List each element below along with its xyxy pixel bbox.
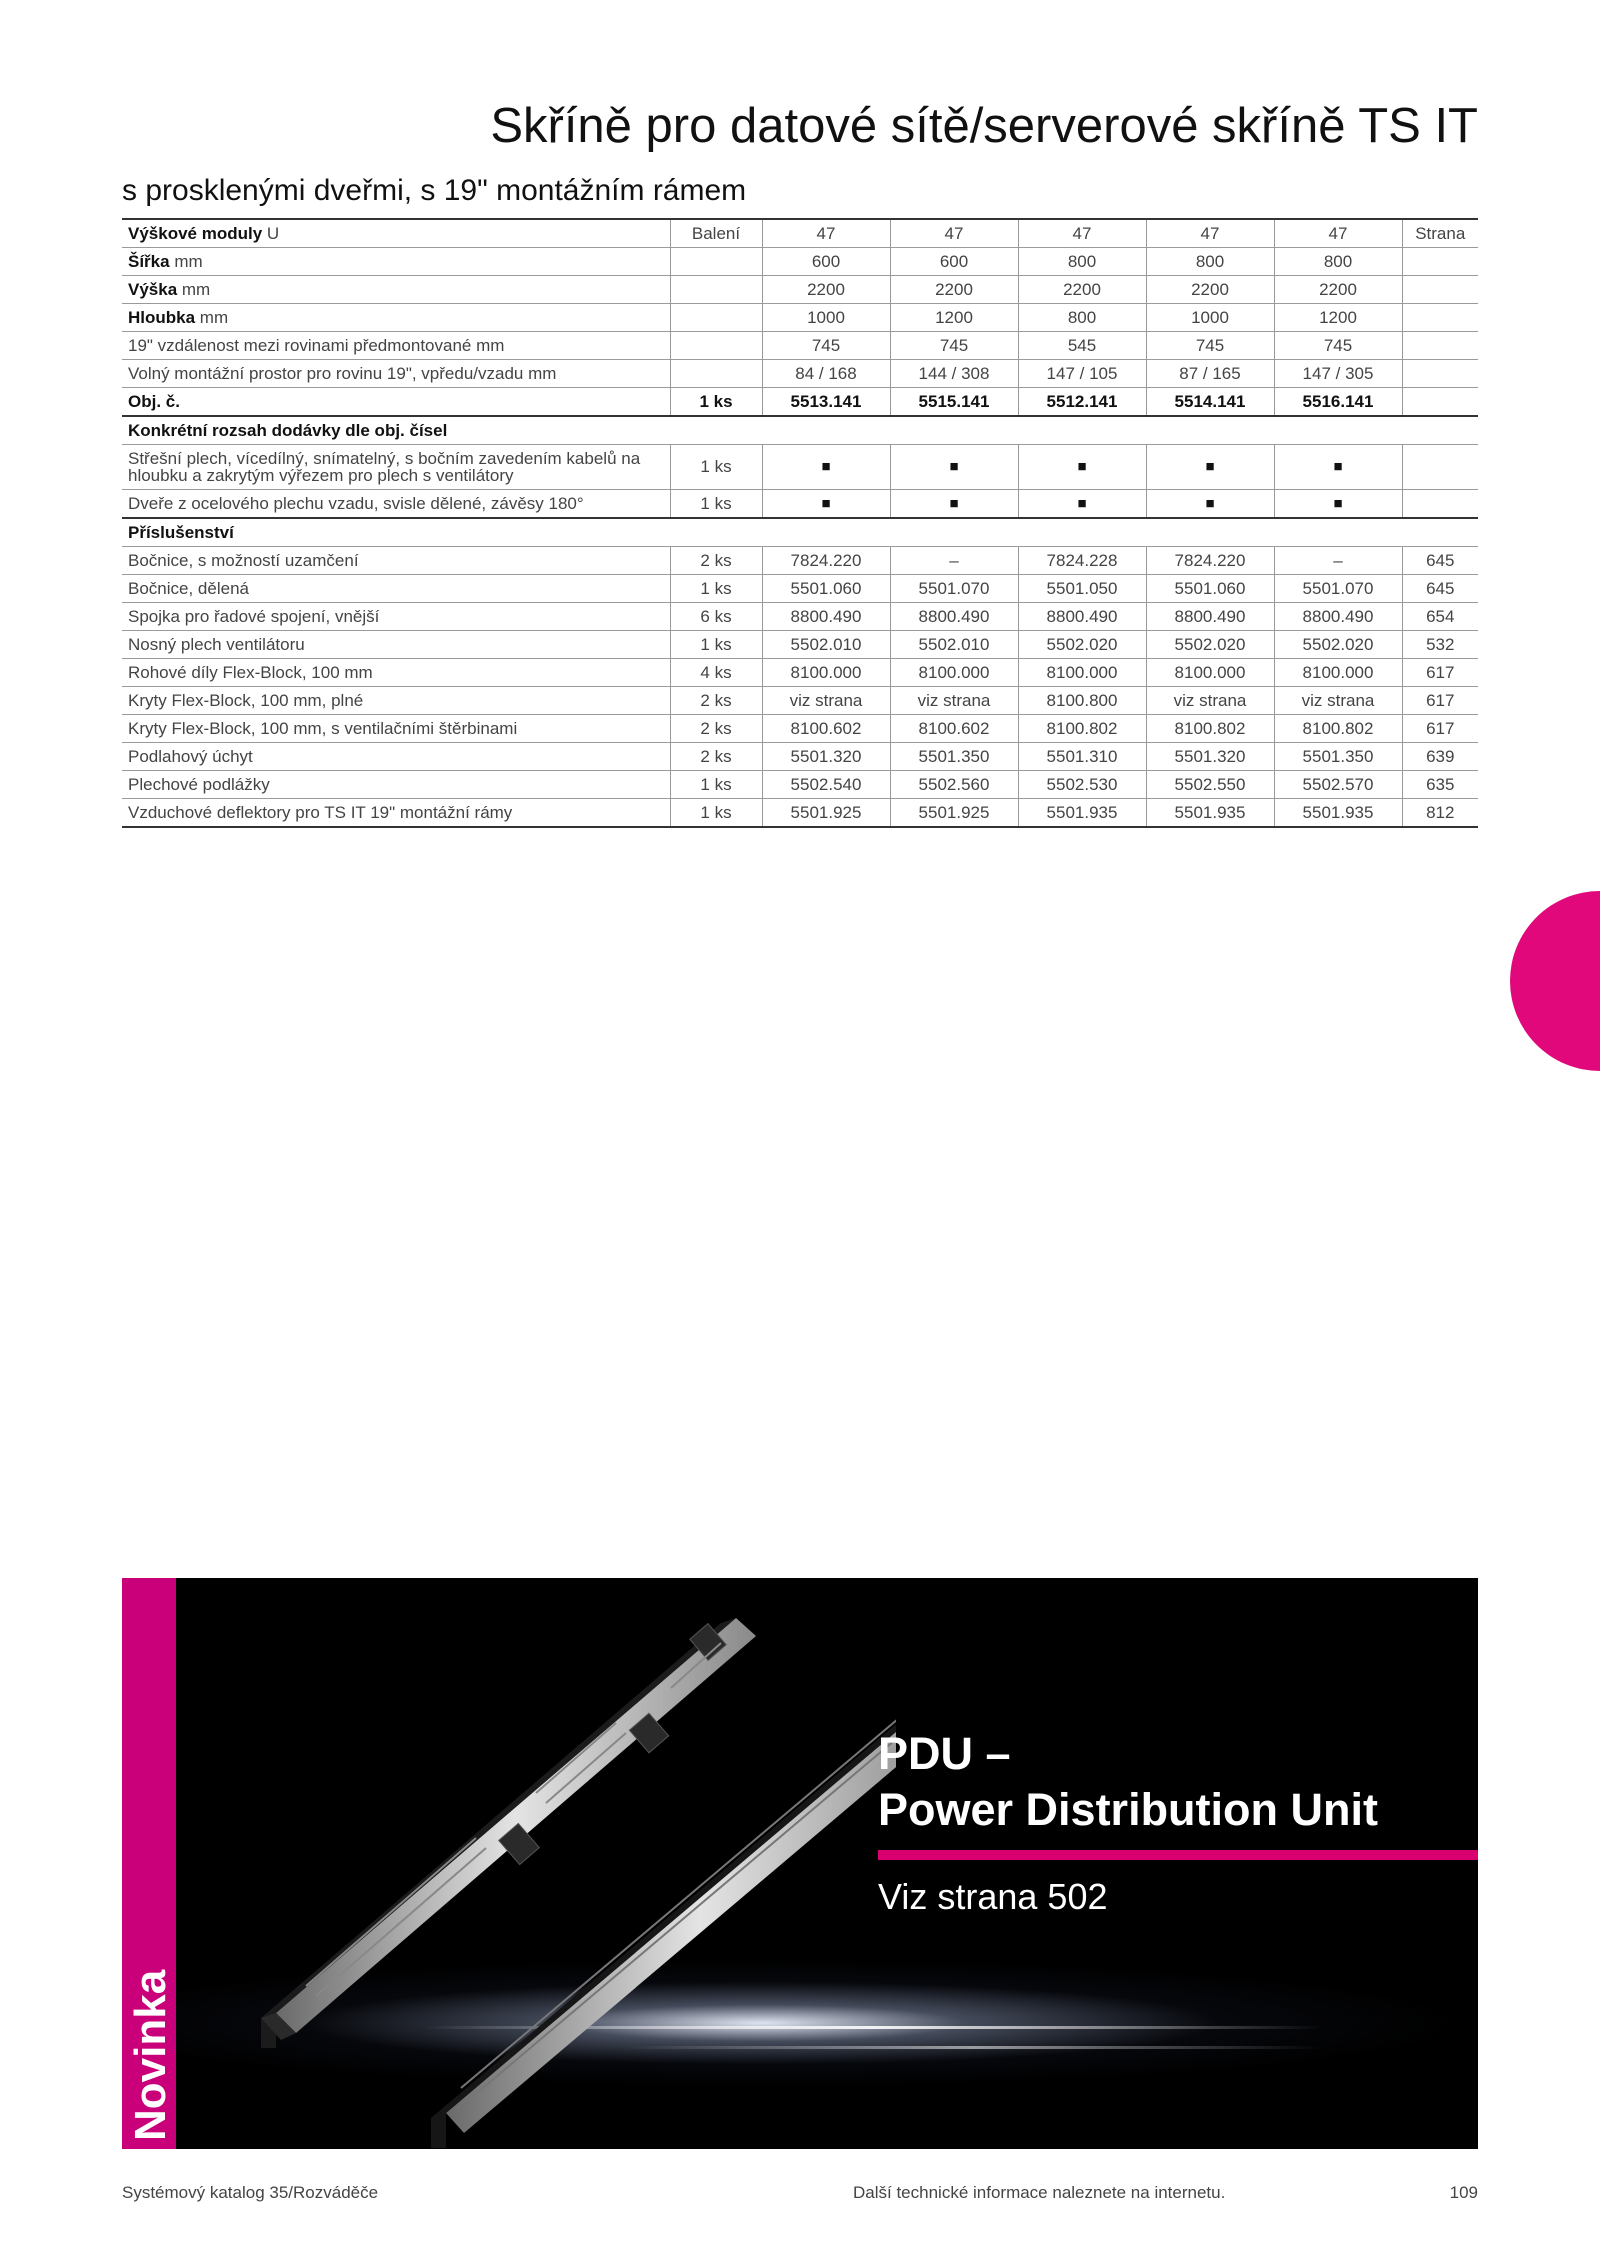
section-scope <box>122 416 1478 445</box>
page-cell <box>1402 490 1478 519</box>
value-cell: ■ <box>890 445 1018 490</box>
spec-table <box>122 218 1478 828</box>
table-row <box>122 575 1478 603</box>
value-cell: 5501.935 <box>1146 799 1274 828</box>
chapter-tab-marker <box>1510 891 1600 1071</box>
value-cell: 1200 <box>1274 304 1402 332</box>
value-cell: 8100.000 <box>1146 659 1274 687</box>
value-cell: 5502.570 <box>1274 771 1402 799</box>
value-cell: 47 <box>1018 219 1146 248</box>
table-row <box>122 547 1478 575</box>
value-cell: 5502.560 <box>890 771 1018 799</box>
value-cell: ■ <box>762 490 890 519</box>
table-row <box>122 799 1478 828</box>
value-cell: 5501.320 <box>1146 743 1274 771</box>
value-cell: 5502.010 <box>762 631 890 659</box>
value-cell: 5501.310 <box>1018 743 1146 771</box>
value-cell: 8100.602 <box>890 715 1018 743</box>
value-cell: ■ <box>1274 490 1402 519</box>
pdu-title-line1: PDU – <box>878 1728 1011 1779</box>
novinka-badge <box>122 1578 176 2149</box>
value-cell: ■ <box>1274 445 1402 490</box>
table-row <box>122 276 1478 304</box>
value-cell: 5501.060 <box>1146 575 1274 603</box>
pdu-product-image <box>176 1578 896 2149</box>
value-cell: 8800.490 <box>1146 603 1274 631</box>
table-row <box>122 743 1478 771</box>
row-label-unit: mm <box>177 279 211 299</box>
table-row <box>122 219 1478 248</box>
value-cell: 5515.141 <box>890 388 1018 417</box>
table-row <box>122 332 1478 360</box>
pack-cell: 1 ks <box>670 799 762 828</box>
pack-cell <box>670 360 762 388</box>
page-cell <box>1402 360 1478 388</box>
novinka-label: Novinka <box>126 1969 175 2141</box>
pack-cell: 1 ks <box>670 575 762 603</box>
value-cell: 47 <box>890 219 1018 248</box>
table-row <box>122 659 1478 687</box>
page-cell: Strana <box>1402 219 1478 248</box>
value-cell: 8100.000 <box>1274 659 1402 687</box>
value-cell: 5501.070 <box>1274 575 1402 603</box>
page-cell: 639 <box>1402 743 1478 771</box>
value-cell: 1000 <box>1146 304 1274 332</box>
pdu-bar-front <box>431 1675 896 2148</box>
pack-cell <box>670 304 762 332</box>
row-label-main: Výška <box>128 279 178 299</box>
value-cell: ■ <box>1018 490 1146 519</box>
table-row <box>122 304 1478 332</box>
value-cell: 600 <box>762 248 890 276</box>
section-heading: Příslušenství <box>122 518 1478 547</box>
value-cell: 1200 <box>890 304 1018 332</box>
row-label-main: Hloubka <box>128 307 196 327</box>
value-cell: ■ <box>1146 490 1274 519</box>
value-cell: 5501.935 <box>1274 799 1402 828</box>
value-cell: ■ <box>1146 445 1274 490</box>
row-label: Kryty Flex-Block, 100 mm, s ventilačními štěrbinami <box>122 715 670 743</box>
value-cell: 545 <box>1018 332 1146 360</box>
row-label: Střešní plech, vícedílný, snímatelný, s bočním zavedením kabelů na hloubku a zakrytým výřezem pro plech s ventilátory <box>122 445 670 490</box>
value-cell: viz strana <box>1274 687 1402 715</box>
row-label: Kryty Flex-Block, 100 mm, plné <box>122 687 670 715</box>
value-cell: ■ <box>890 490 1018 519</box>
value-cell: 84 / 168 <box>762 360 890 388</box>
page-cell <box>1402 276 1478 304</box>
value-cell: 800 <box>1274 248 1402 276</box>
pack-cell: Balení <box>670 219 762 248</box>
row-label-unit: mm <box>195 307 229 327</box>
value-cell: 7824.220 <box>1146 547 1274 575</box>
value-cell: 8100.602 <box>762 715 890 743</box>
pack-cell: 1 ks <box>670 445 762 490</box>
value-cell: 5501.320 <box>762 743 890 771</box>
row-label: Spojka pro řadové spojení, vnější <box>122 603 670 631</box>
value-cell: 147 / 105 <box>1018 360 1146 388</box>
table-row <box>122 687 1478 715</box>
page-subtitle: s prosklenými dveřmi, s 19" montážním rámem <box>122 174 747 207</box>
value-cell: 5502.530 <box>1018 771 1146 799</box>
row-label-unit: mm <box>169 251 203 271</box>
pack-cell <box>670 248 762 276</box>
value-cell: 47 <box>1274 219 1402 248</box>
pdu-title <box>878 1726 1378 1838</box>
value-cell: viz strana <box>762 687 890 715</box>
value-cell: 5502.020 <box>1018 631 1146 659</box>
page-cell: 812 <box>1402 799 1478 828</box>
value-cell: 8100.000 <box>1018 659 1146 687</box>
value-cell: 8100.802 <box>1018 715 1146 743</box>
value-cell: 5501.935 <box>1018 799 1146 828</box>
value-cell: 745 <box>762 332 890 360</box>
pack-cell <box>670 332 762 360</box>
page-cell: 617 <box>1402 659 1478 687</box>
value-cell: 2200 <box>1274 276 1402 304</box>
pack-cell: 2 ks <box>670 743 762 771</box>
table-row <box>122 715 1478 743</box>
value-cell: ■ <box>762 445 890 490</box>
value-cell: ■ <box>1018 445 1146 490</box>
page-cell <box>1402 304 1478 332</box>
footer-note: Další technické informace naleznete na internetu. <box>853 2183 1226 2202</box>
row-label <box>122 219 670 248</box>
pack-cell: 1 ks <box>670 490 762 519</box>
value-cell: 5501.925 <box>762 799 890 828</box>
pack-cell: 2 ks <box>670 687 762 715</box>
value-cell: 800 <box>1018 304 1146 332</box>
value-cell: 800 <box>1146 248 1274 276</box>
table-row <box>122 631 1478 659</box>
row-label <box>122 248 670 276</box>
row-label-unit: U <box>262 223 280 243</box>
value-cell: 600 <box>890 248 1018 276</box>
row-label: Bočnice, s možností uzamčení <box>122 547 670 575</box>
pack-cell: 2 ks <box>670 715 762 743</box>
value-cell: 8100.000 <box>890 659 1018 687</box>
row-label-main: Šířka <box>128 251 170 271</box>
value-cell: 5502.550 <box>1146 771 1274 799</box>
value-cell: 5502.540 <box>762 771 890 799</box>
value-cell: 2200 <box>890 276 1018 304</box>
table-row <box>122 603 1478 631</box>
section-accessories <box>122 518 1478 547</box>
section-heading: Konkrétní rozsah dodávky dle obj. čísel <box>122 416 1478 445</box>
page-number: 109 <box>1449 2183 1478 2202</box>
value-cell: – <box>890 547 1018 575</box>
value-cell: 7824.220 <box>762 547 890 575</box>
pdu-bar-rear <box>261 1618 756 2048</box>
value-cell: 5501.060 <box>762 575 890 603</box>
pack-cell: 1 ks <box>670 771 762 799</box>
page-title: Skříně pro datové sítě/serverové skříně TS IT <box>490 99 1478 153</box>
value-cell: 8800.490 <box>1274 603 1402 631</box>
value-cell: 2200 <box>762 276 890 304</box>
value-cell: 8100.802 <box>1274 715 1402 743</box>
value-cell: 5501.350 <box>890 743 1018 771</box>
page-cell: 617 <box>1402 687 1478 715</box>
row-label: Obj. č. <box>122 388 670 417</box>
value-cell: 5502.020 <box>1146 631 1274 659</box>
page-cell: 617 <box>1402 715 1478 743</box>
value-cell: 745 <box>1274 332 1402 360</box>
page-cell: 645 <box>1402 547 1478 575</box>
row-label: Dveře z ocelového plechu vzadu, svisle dělené, závěsy 180° <box>122 490 670 519</box>
page-cell: 635 <box>1402 771 1478 799</box>
pack-cell: 1 ks <box>670 631 762 659</box>
row-label: Plechové podlážky <box>122 771 670 799</box>
value-cell: 5501.925 <box>890 799 1018 828</box>
row-label: Bočnice, dělená <box>122 575 670 603</box>
page-cell: 532 <box>1402 631 1478 659</box>
row-label: Volný montážní prostor pro rovinu 19", vpředu/vzadu mm <box>122 360 670 388</box>
value-cell: 8800.490 <box>1018 603 1146 631</box>
value-cell: 5516.141 <box>1274 388 1402 417</box>
value-cell: 47 <box>1146 219 1274 248</box>
footer-catalog: Systémový katalog 35/Rozváděče <box>122 2183 379 2202</box>
value-cell: 745 <box>890 332 1018 360</box>
row-label: 19" vzdálenost mezi rovinami předmontované mm <box>122 332 670 360</box>
value-cell: 5501.350 <box>1274 743 1402 771</box>
row-label: Rohové díly Flex-Block, 100 mm <box>122 659 670 687</box>
value-cell: 8100.800 <box>1018 687 1146 715</box>
value-cell: 5501.070 <box>890 575 1018 603</box>
row-label-main: Výškové moduly <box>128 223 263 243</box>
table-row <box>122 771 1478 799</box>
value-cell: 5514.141 <box>1146 388 1274 417</box>
value-cell: 8100.802 <box>1146 715 1274 743</box>
table-row <box>122 490 1478 519</box>
pack-cell <box>670 276 762 304</box>
value-cell: 745 <box>1146 332 1274 360</box>
value-cell: viz strana <box>1146 687 1274 715</box>
value-cell: 5512.141 <box>1018 388 1146 417</box>
value-cell: 800 <box>1018 248 1146 276</box>
page-cell <box>1402 332 1478 360</box>
row-label: Nosný plech ventilátoru <box>122 631 670 659</box>
pdu-banner <box>122 1578 1478 2149</box>
page-cell <box>1402 445 1478 490</box>
value-cell: 5501.050 <box>1018 575 1146 603</box>
row-label: Podlahový úchyt <box>122 743 670 771</box>
pdu-page-reference: Viz strana 502 <box>878 1876 1108 1917</box>
value-cell: 8100.000 <box>762 659 890 687</box>
pdu-title-line2: Power Distribution Unit <box>878 1784 1378 1835</box>
value-cell: 7824.228 <box>1018 547 1146 575</box>
value-cell: 8800.490 <box>890 603 1018 631</box>
page-cell <box>1402 248 1478 276</box>
value-cell: 5502.020 <box>1274 631 1402 659</box>
value-cell: 47 <box>762 219 890 248</box>
value-cell: 5502.010 <box>890 631 1018 659</box>
pack-cell: 4 ks <box>670 659 762 687</box>
value-cell: 144 / 308 <box>890 360 1018 388</box>
row-label: Vzduchové deflektory pro TS IT 19" montážní rámy <box>122 799 670 828</box>
value-cell: 1000 <box>762 304 890 332</box>
pack-cell: 2 ks <box>670 547 762 575</box>
page-cell <box>1402 388 1478 417</box>
page-cell: 654 <box>1402 603 1478 631</box>
value-cell: viz strana <box>890 687 1018 715</box>
value-cell: – <box>1274 547 1402 575</box>
row-label <box>122 304 670 332</box>
pack-cell: 6 ks <box>670 603 762 631</box>
table-row <box>122 248 1478 276</box>
value-cell: 2200 <box>1018 276 1146 304</box>
accent-rule <box>878 1850 1478 1860</box>
page-cell: 645 <box>1402 575 1478 603</box>
value-cell: 2200 <box>1146 276 1274 304</box>
table-row <box>122 388 1478 417</box>
value-cell: 8800.490 <box>762 603 890 631</box>
table-row <box>122 445 1478 490</box>
value-cell: 87 / 165 <box>1146 360 1274 388</box>
value-cell: 147 / 305 <box>1274 360 1402 388</box>
pack-cell: 1 ks <box>670 388 762 417</box>
table-row <box>122 360 1478 388</box>
row-label <box>122 276 670 304</box>
value-cell: 5513.141 <box>762 388 890 417</box>
